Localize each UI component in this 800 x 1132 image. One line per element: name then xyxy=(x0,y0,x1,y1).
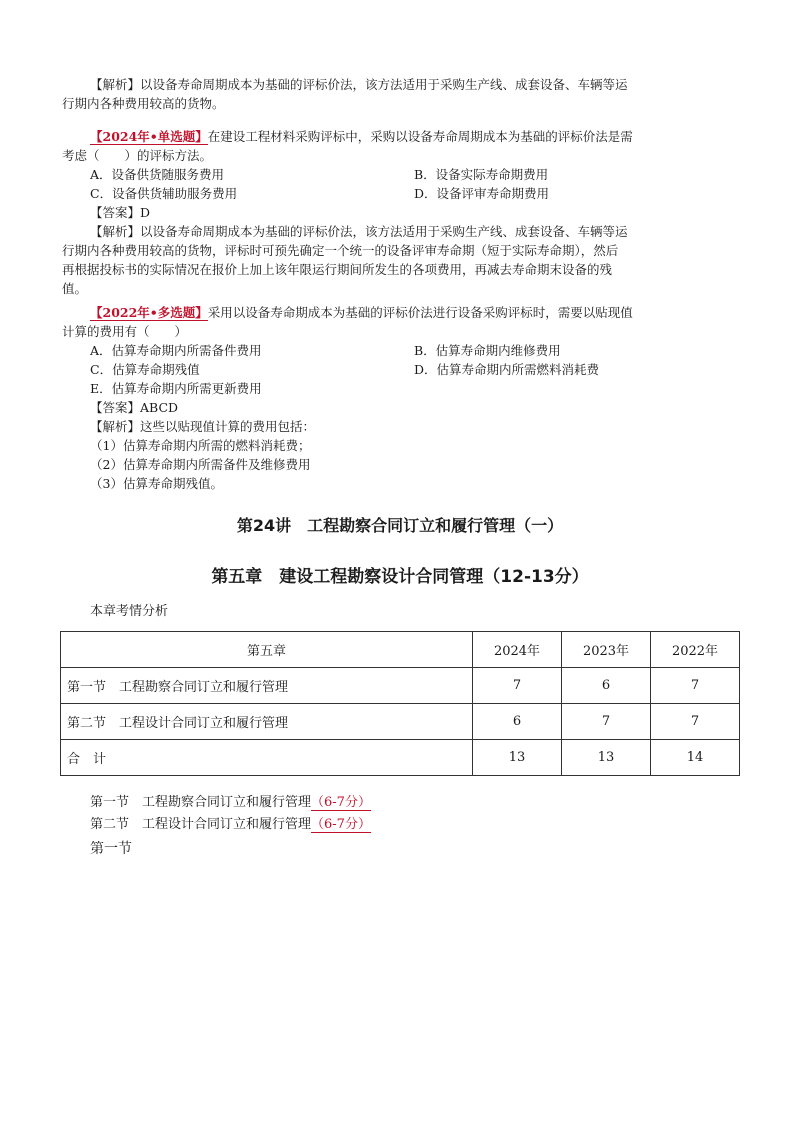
analysis-tag: 【解析】 xyxy=(90,224,141,239)
answer-line: 【答案】D xyxy=(90,205,151,220)
section-heading: 第一节 xyxy=(90,841,132,857)
section-line-2 xyxy=(90,813,371,832)
chapter-title: 第五章 建设工程勘察设计合同管理（12-13分） xyxy=(211,567,589,587)
question-2024 xyxy=(62,127,742,298)
question-2022 xyxy=(62,303,742,493)
table-cell: 第二节 工程设计合同订立和履行管理 xyxy=(61,704,473,740)
section-score: （6-7分） xyxy=(311,817,371,832)
table-cell: 7 xyxy=(473,668,562,704)
analysis-item: （3）估算寿命期残值。 xyxy=(90,476,223,491)
option-row xyxy=(62,184,742,203)
table-row xyxy=(61,740,740,776)
question-tag: 【2022年•多选题】 xyxy=(90,305,208,320)
table-header-cell: 2024年 xyxy=(473,632,562,668)
question-stem xyxy=(62,303,742,322)
table-cell: 6 xyxy=(562,668,651,704)
option-row xyxy=(62,341,742,360)
analysis-text: 以设备寿命周期成本为基础的评标价法，该方法适用于采购生产线、成套设备、车辆等运 xyxy=(140,77,628,92)
option-b: B．设备实际寿命期费用 xyxy=(414,167,549,182)
analysis-line: 【解析】这些以贴现值计算的费用包括： xyxy=(90,419,316,434)
exam-score-table xyxy=(60,631,740,776)
option-row xyxy=(62,165,742,184)
table-row xyxy=(61,704,740,740)
option-row xyxy=(62,360,742,379)
section-label: 第二节 工程设计合同订立和履行管理 xyxy=(90,817,312,832)
analysis-item: （1）估算寿命期内所需的燃料消耗费； xyxy=(90,438,311,453)
table-row xyxy=(61,668,740,704)
question-tag: 【2024年•单选题】 xyxy=(90,129,208,144)
section-label: 第一节 工程勘察合同订立和履行管理 xyxy=(90,795,312,810)
analysis-block-1 xyxy=(62,75,742,113)
table-cell: 7 xyxy=(651,704,740,740)
table-header-cell: 2023年 xyxy=(562,632,651,668)
table-cell: 合 计 xyxy=(61,740,473,776)
table-cell: 6 xyxy=(473,704,562,740)
option-b: B．估算寿命期内维修费用 xyxy=(414,343,561,358)
option-c: C．设备供货辅助服务费用 xyxy=(90,186,238,201)
section-score: （6-7分） xyxy=(311,795,371,810)
lecture-title: 第24讲 工程勘察合同订立和履行管理（一） xyxy=(236,516,564,535)
table-header-row xyxy=(61,632,740,668)
analysis-line xyxy=(62,75,742,94)
question-stem xyxy=(62,127,742,146)
analysis-text: 行期内各种费用较高的货物。 xyxy=(62,96,225,111)
analysis-label: 本章考情分析 xyxy=(90,604,169,619)
analysis-text: 值。 xyxy=(62,281,88,296)
question-stem-text: 计算的费用有（ ） xyxy=(62,324,188,339)
table-header-cell: 2022年 xyxy=(651,632,740,668)
analysis-text: 再根据投标书的实际情况在报价上加上该年限运行期间所发生的各项费用，再减去寿命期末设备的残 xyxy=(62,262,613,277)
table-header-cell: 第五章 xyxy=(61,632,473,668)
analysis-line xyxy=(62,222,742,241)
option-c: C．估算寿命期残值 xyxy=(90,362,200,377)
analysis-text: 以设备寿命周期成本为基础的评标价法，该方法适用于采购生产线、成套设备、车辆等运 xyxy=(140,224,628,239)
option-a: A．设备供货随服务费用 xyxy=(90,167,225,182)
table-cell: 7 xyxy=(651,668,740,704)
option-a: A．估算寿命期内所需备件费用 xyxy=(90,343,262,358)
analysis-tag: 【解析】 xyxy=(90,77,141,92)
section-line-1 xyxy=(90,791,371,810)
table-cell: 第一节 工程勘察合同订立和履行管理 xyxy=(61,668,473,704)
option-d: D．设备评审寿命期费用 xyxy=(414,186,550,201)
option-e: E．估算寿命期内所需更新费用 xyxy=(90,381,262,396)
analysis-item: （2）估算寿命期内所需备件及维修费用 xyxy=(90,457,311,472)
table-cell: 14 xyxy=(651,740,740,776)
answer-line: 【答案】ABCD xyxy=(90,400,179,415)
analysis-text: 行期内各种费用较高的货物，评标时可预先确定一个统一的设备评审寿命期（短于实际寿命期），然后 xyxy=(62,243,619,258)
table-cell: 13 xyxy=(562,740,651,776)
question-stem-text: 在建设工程材料采购评标中，采购以设备寿命周期成本为基础的评标价法是需 xyxy=(207,129,633,144)
table-cell: 7 xyxy=(562,704,651,740)
question-stem-text: 采用以设备寿命期成本为基础的评标价法进行设备采购评标时，需要以贴现值 xyxy=(207,305,633,320)
table-cell: 13 xyxy=(473,740,562,776)
question-stem-text: 考虑（ ）的评标方法。 xyxy=(62,148,213,163)
option-d: D．估算寿命期内所需燃料消耗费 xyxy=(414,362,600,377)
